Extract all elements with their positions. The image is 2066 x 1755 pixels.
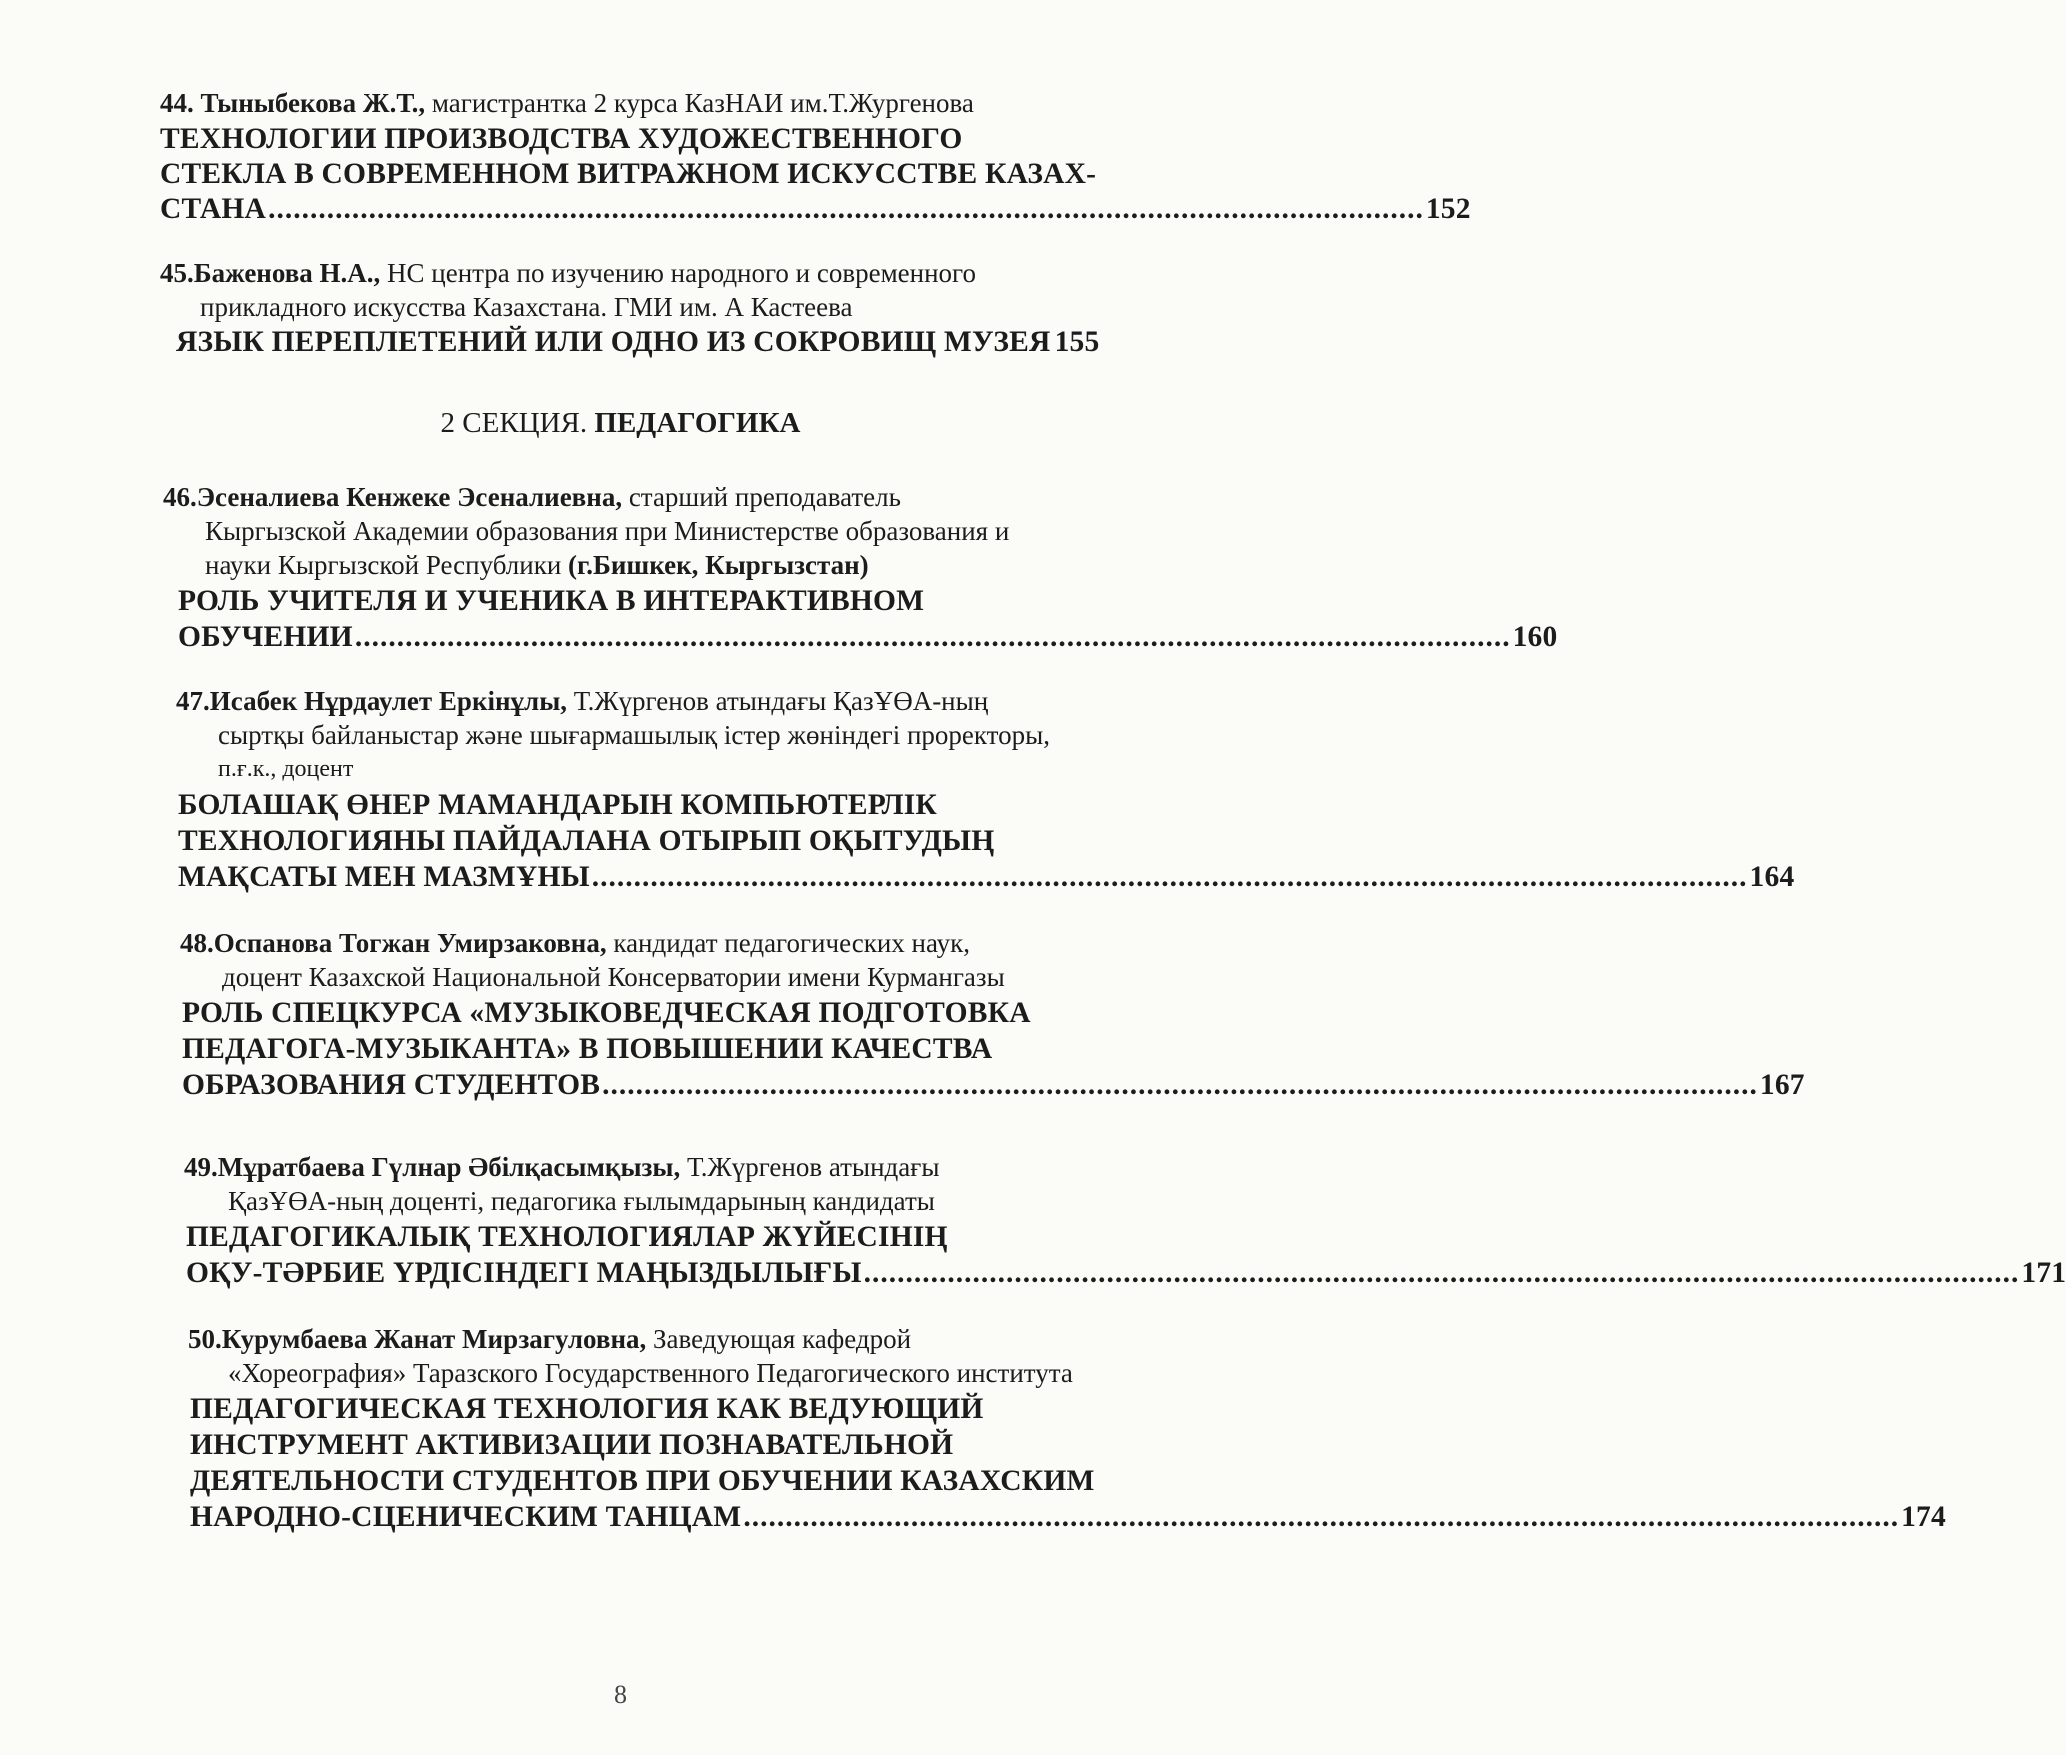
entry-author: Исабек Нұрдаулет Еркінұлы, — [209, 686, 568, 716]
entry-title: ИНСТРУМЕНТ АКТИВИЗАЦИИ ПОЗНАВАТЕЛЬНОЙ — [190, 1429, 954, 1461]
entry-affiliation: ҚазҰӨА-ның доценті, педагогика ғылымдарының кандидаты — [228, 1186, 935, 1216]
entry-author: Курумбаева Жанат Мирзагуловна, — [221, 1324, 647, 1354]
entry-author: Баженова Н.А., — [193, 258, 381, 288]
entry-affiliation: Заведующая кафедрой — [653, 1324, 912, 1354]
dot-leader: .......................................................................................................................................... — [602, 1069, 1758, 1101]
page-number: 8 — [614, 1680, 627, 1709]
entry-number: 49. — [184, 1152, 218, 1182]
entry-number: 48. — [180, 928, 214, 958]
entry-title: ТЕХНОЛОГИЯНЫ ПАЙДАЛАНА ОТЫРЫП ОҚЫТУДЫҢ — [178, 825, 995, 857]
dot-leader: .......................................................................................................................................... — [863, 1257, 2020, 1289]
entry-page-number: 160 — [1512, 621, 1558, 653]
section-name: ПЕДАГОГИКА — [594, 407, 801, 439]
entry-number: 44. — [160, 88, 194, 118]
entry-affiliation: «Хореография» Таразского Государственного Педагогического института — [228, 1358, 1073, 1388]
entry-title-last-line — [190, 1500, 1946, 1534]
entry-title: РОЛЬ СПЕЦКУРСА «МУЗЫКОВЕДЧЕСКАЯ ПОДГОТОВКА — [182, 997, 1031, 1029]
entry-title: ТЕХНОЛОГИИ ПРОИЗВОДСТВА ХУДОЖЕСТВЕННОГО — [160, 123, 963, 155]
entry-affiliation: магистрантка 2 курса КазНАИ им.Т.Жургенова — [431, 88, 974, 118]
entry-affiliation: кандидат педагогических наук, — [613, 928, 970, 958]
entry-author: Тыныбекова Ж.Т., — [200, 88, 426, 118]
entry-location: (г.Бишкек, Кыргызстан) — [568, 550, 869, 580]
entry-title-last-line — [178, 620, 1558, 654]
entry-title: НАРОДНО-СЦЕНИЧЕСКИМ ТАНЦАМ — [190, 1501, 742, 1533]
dot-leader: .......................................................................................................................................... — [268, 193, 1424, 225]
entry-title: ОБРАЗОВАНИЯ СТУДЕНТОВ — [182, 1069, 601, 1101]
entry-title-last-line — [186, 1256, 2066, 1290]
entry-author: Оспанова Тогжан Умирзаковна, — [213, 928, 607, 958]
entry-page-number: 164 — [1749, 861, 1795, 893]
entry-page-number: 152 — [1425, 193, 1471, 225]
entry-title: СТАНА — [160, 193, 267, 225]
entry-header — [188, 1322, 911, 1356]
section-heading — [0, 405, 1241, 441]
entry-title: ОБУЧЕНИИ — [178, 621, 353, 653]
entry-author: Мұратбаева Гүлнар Әбілқасымқызы, — [217, 1152, 681, 1182]
entry-title: БОЛАШАҚ ӨНЕР МАМАНДАРЫН КОМПЬЮТЕРЛІК — [178, 789, 938, 821]
entry-number: 46. — [163, 482, 197, 512]
entry-number: 45. — [160, 258, 194, 288]
entry-title: ОҚУ-ТӘРБИЕ ҮРДІСІНДЕГІ МАҢЫЗДЫЛЫҒЫ — [186, 1257, 862, 1289]
entry-header — [160, 86, 974, 120]
dot-leader: .......................................................................................................................................... — [591, 861, 1748, 893]
entry-header — [160, 256, 976, 290]
entry-title: ЯЗЫК ПЕРЕПЛЕТЕНИЙ ИЛИ ОДНО ИЗ СОКРОВИЩ МУЗЕЯ — [176, 326, 1051, 358]
entry-affiliation: Т.Жүргенов атындағы ҚазҰӨА-ның — [573, 686, 989, 716]
entry-affiliation-line — [205, 548, 869, 582]
entry-affiliation: доцент Казахской Национальной Консерватории имени Курмангазы — [222, 962, 1005, 992]
entry-header — [176, 684, 988, 718]
entry-title: СТЕКЛА В СОВРЕМЕННОМ ВИТРАЖНОМ ИСКУССТВЕ КАЗАХ- — [160, 158, 1097, 190]
entry-header — [163, 480, 901, 514]
entry-page-number: 171 — [2021, 1257, 2066, 1289]
entry-title: ПЕДАГОГА-МУЗЫКАНТА» В ПОВЫШЕНИИ КАЧЕСТВА — [182, 1033, 993, 1065]
entry-title: МАҚСАТЫ МЕН МАЗМҰНЫ — [178, 861, 590, 893]
entry-number: 47. — [176, 686, 210, 716]
entry-page-number: 174 — [1901, 1501, 1946, 1533]
entry-title: РОЛЬ УЧИТЕЛЯ И УЧЕНИКА В ИНТЕРАКТИВНОМ — [178, 585, 925, 617]
section-prefix: 2 СЕКЦИЯ. — [440, 407, 588, 439]
entry-affiliation: п.ғ.к., доцент — [218, 756, 354, 782]
entry-page-number: 167 — [1759, 1069, 1805, 1101]
entry-author: Эсеналиева Кенжеке Эсеналиевна, — [196, 482, 623, 512]
entry-affiliation: НС центра по изучению народного и современного — [387, 258, 976, 288]
entry-title-last-line — [178, 860, 1795, 894]
entry-page-number: 155 — [1054, 326, 1100, 358]
entry-title: ДЕЯТЕЛЬНОСТИ СТУДЕНТОВ ПРИ ОБУЧЕНИИ КАЗАХСКИМ — [190, 1465, 1095, 1497]
entry-title-last-line — [176, 325, 1100, 359]
entry-title: ПЕДАГОГИКАЛЫҚ ТЕХНОЛОГИЯЛАР ЖҮЙЕСІНІҢ — [186, 1221, 948, 1253]
dot-leader: .......................................................................................................................................... — [743, 1501, 1900, 1533]
entry-affiliation: Т.Жүргенов атындағы — [686, 1152, 940, 1182]
entry-affiliation: Кыргызской Академии образования при Министерстве образования и — [205, 516, 1010, 546]
dot-leader: .......................................................................................................................................... — [354, 621, 1511, 653]
entry-affiliation: прикладного искусства Казахстана. ГМИ им. А Кастеева — [200, 292, 853, 322]
entry-number: 50. — [188, 1324, 222, 1354]
entry-affiliation: науки Кыргызской Республики — [205, 550, 562, 580]
entry-title: ПЕДАГОГИЧЕСКАЯ ТЕХНОЛОГИЯ КАК ВЕДУЮЩИЙ — [190, 1393, 984, 1425]
entry-title-last-line — [160, 192, 1471, 226]
entry-affiliation: сыртқы байланыстар және шығармашылық істер жөніндегі проректоры, — [218, 720, 1050, 750]
entry-affiliation: старший преподаватель — [628, 482, 901, 512]
entry-title-last-line — [182, 1068, 1805, 1102]
entry-header — [180, 926, 970, 960]
entry-header — [184, 1150, 939, 1184]
